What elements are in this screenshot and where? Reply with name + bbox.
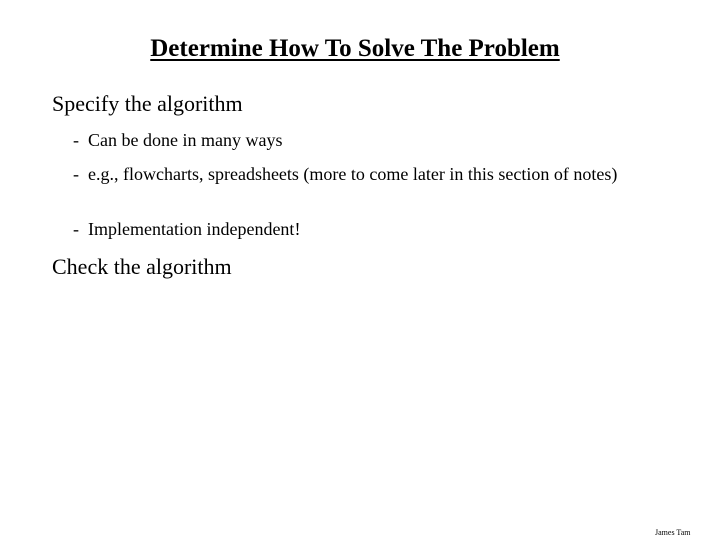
bullet-point-check-algorithm: Check the algorithm [52, 254, 232, 279]
subpoint-text: e.g., flowcharts, spreadsheets (more to come later in this section of notes) [88, 164, 618, 184]
subpoint-dash: - [73, 164, 79, 184]
slide-title: Determine How To Solve The Problem [150, 35, 560, 62]
subpoint-flowcharts [73, 164, 653, 184]
author-footer: James Tam [655, 528, 691, 537]
subpoint-implementation-independent [73, 219, 653, 239]
subpoint-many-ways [73, 130, 653, 150]
subpoint-dash: - [73, 219, 79, 239]
bullet-point-specify-algorithm: Specify the algorithm [52, 91, 243, 116]
subpoint-text: Can be done in many ways [88, 130, 283, 150]
subpoint-dash: - [73, 130, 79, 150]
subpoint-text: Implementation independent! [88, 219, 301, 239]
